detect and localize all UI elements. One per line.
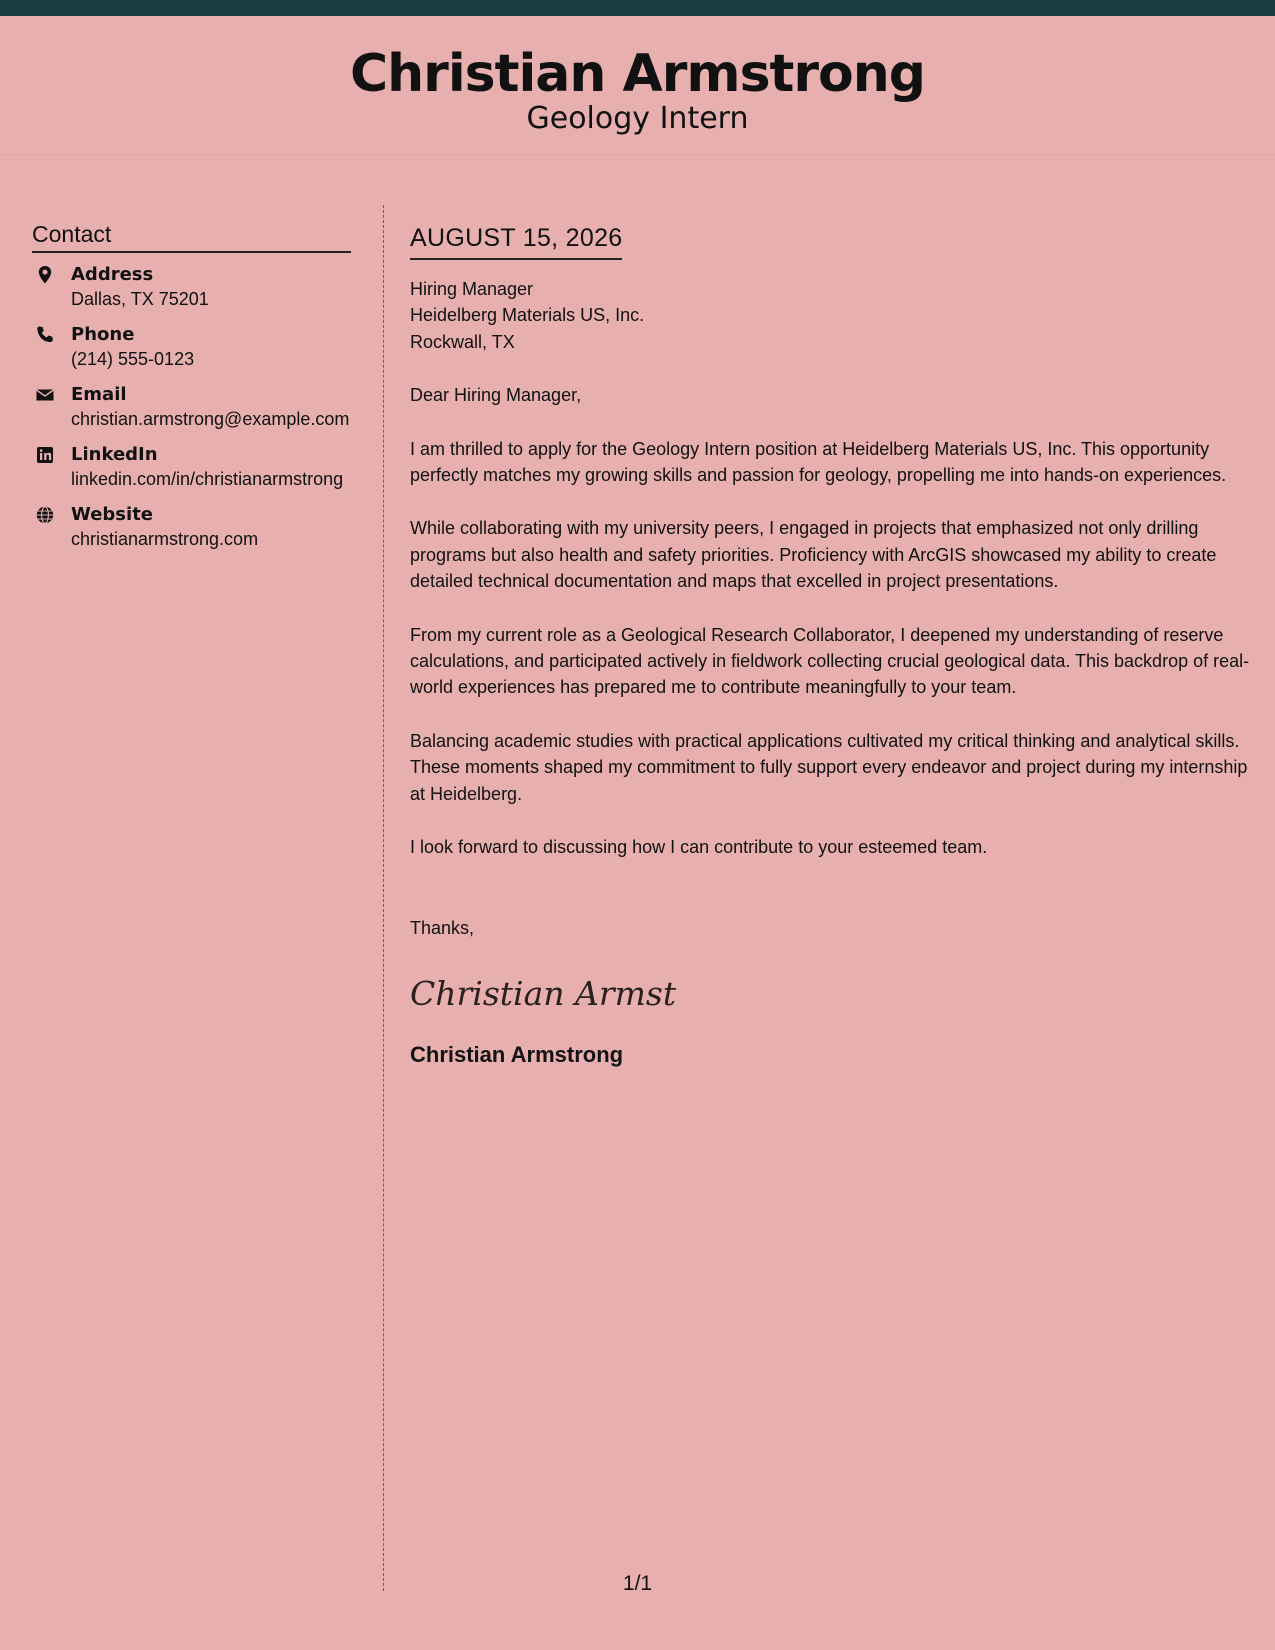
applicant-name: Christian Armstrong [350,44,925,104]
contact-item-email [32,383,351,431]
recipient-line: Rockwall, TX [410,331,515,352]
body-paragraph: I look forward to discussing how I can contribute to your esteemed team. [410,837,988,858]
letter-body [410,222,1252,1069]
handwritten-signature [410,969,1252,1017]
website-value[interactable]: christianarmstrong.com [71,529,259,549]
recipient-line: Heidelberg Materials US, Inc. [410,305,645,326]
body-paragraph: Balancing academic studies with practical applications cultivated my critical thinking and analytical skills. These moments shaped my commitment to fully support every endeavor and project during my internship at Heidelberg. [410,730,1248,804]
map-pin-icon [35,265,55,285]
job-title: Geology Intern [526,101,749,136]
signer-name: Christian Armstrong [410,1041,624,1067]
phone-label: Phone [71,324,135,345]
contact-item-linkedin [32,443,351,491]
address-value: Dallas, TX 75201 [71,289,209,309]
envelope-icon [35,385,55,405]
phone-value: (214) 555-0123 [71,349,195,369]
linkedin-icon [35,445,55,465]
body-paragraph: While collaborating with my university peers, I engaged in projects that emphasized not only drilling programs but also health and safety priorities. Proficiency with ArcGIS showcased my ability to create detailed technical documentation and maps that excelled in project presentations. [410,518,1217,592]
linkedin-value[interactable]: linkedin.com/in/christianarmstrong [71,469,344,489]
contact-sidebar [32,218,351,563]
top-accent-bar [0,0,1275,16]
letter-date: AUGUST 15, 2026 [410,222,622,260]
contact-heading: Contact [32,218,351,253]
recipient-line: Hiring Manager [410,279,534,299]
salutation: Dear Hiring Manager, [410,385,582,406]
address-label: Address [71,264,154,285]
email-label: Email [71,384,127,405]
closing: Thanks, [410,917,475,938]
globe-icon [35,505,55,525]
linkedin-label: LinkedIn [71,444,158,465]
body-paragraph: From my current role as a Geological Research Collaborator, I deepened my understanding of reserve calculations, and participated actively in fieldwork collecting crucial geological data. This backdrop of real-world experiences has prepared me to contribute meaningfully to your team. [410,624,1250,698]
contact-item-website [32,503,351,551]
website-label: Website [71,504,154,525]
page-number: 1/1 [622,1572,653,1595]
email-value[interactable]: christian.armstrong@example.com [71,409,350,429]
column-divider [383,205,384,1591]
recipient-block [410,276,1252,355]
phone-icon [35,325,55,345]
body-paragraph: I am thrilled to apply for the Geology Intern position at Heidelberg Materials US, Inc. This opportunity perfectly matches my growing skills and passion for geology, propelling me into hands-on experiences. [410,438,1227,486]
signature-text: Christian Armst [410,973,677,1013]
resume-header [0,16,1275,155]
contact-item-phone [32,323,351,371]
contact-item-address [32,263,351,311]
